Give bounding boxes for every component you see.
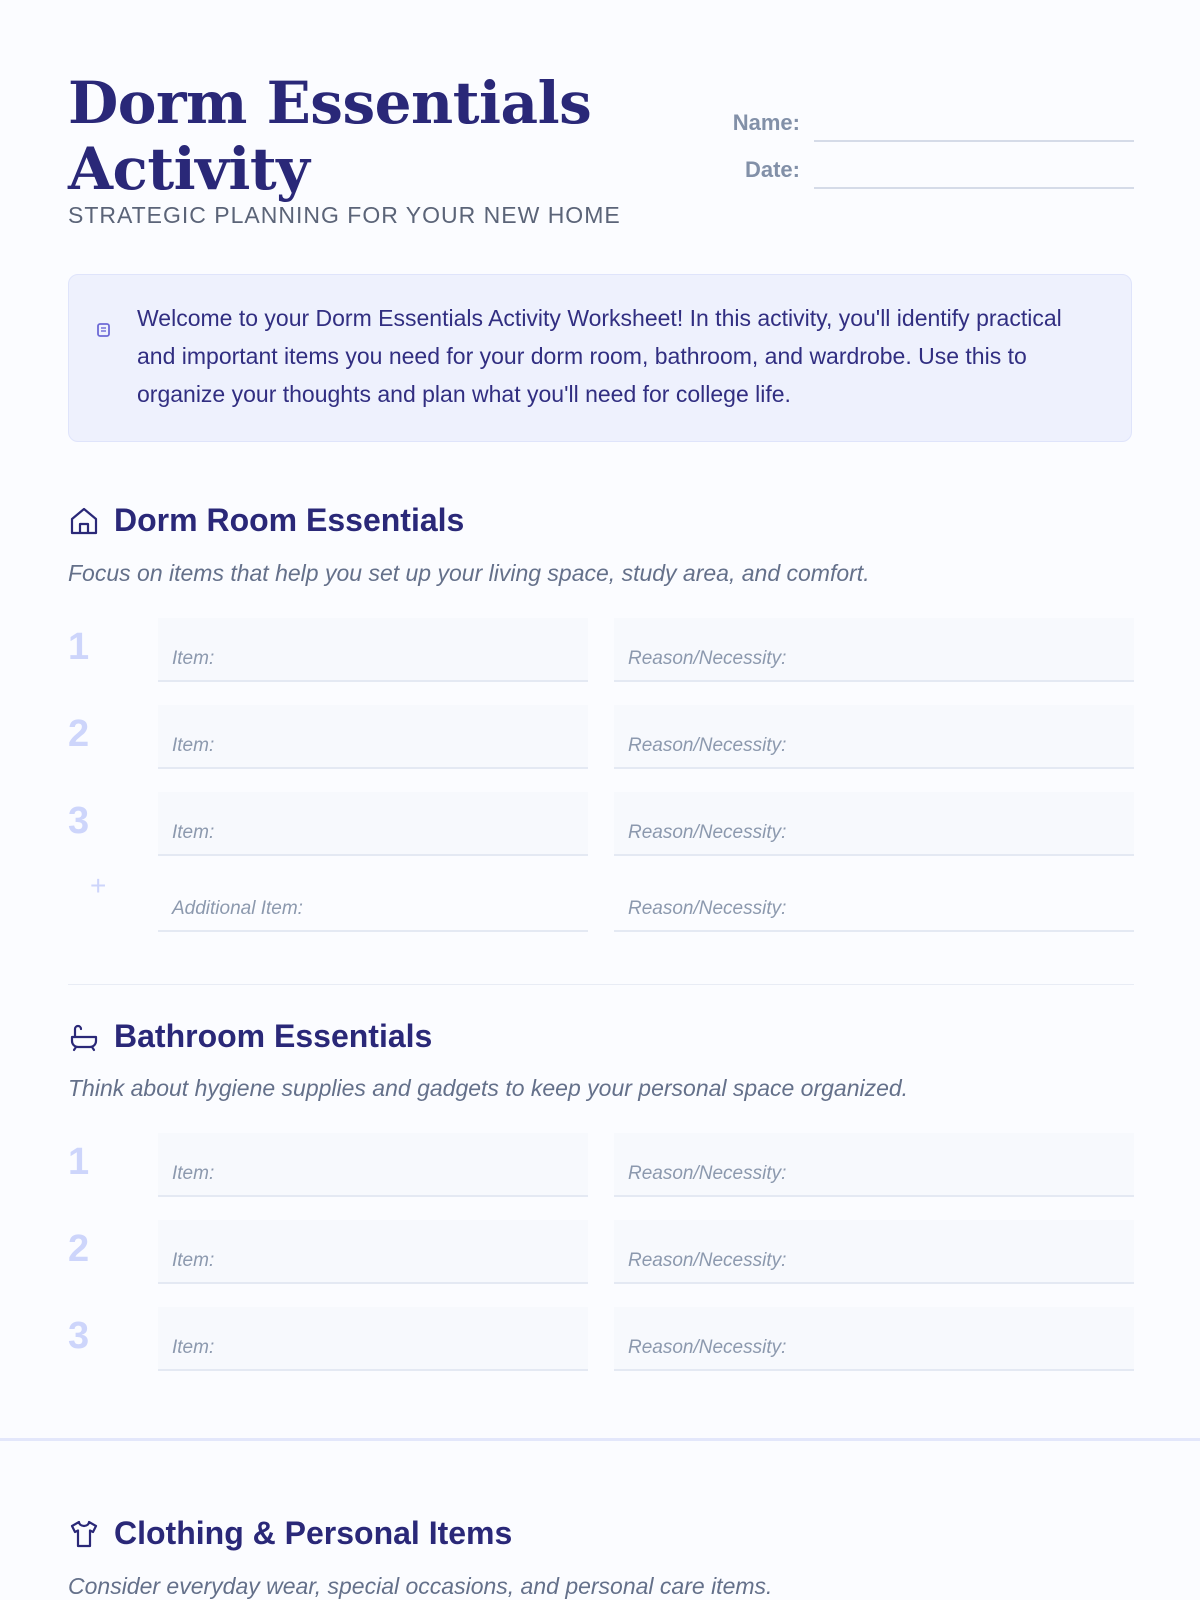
bath-reason-field-1[interactable]: Reason/Necessity:	[614, 1133, 1134, 1197]
bath-row-2	[68, 1220, 1134, 1286]
bath-row-1	[68, 1133, 1134, 1199]
row-number: 2	[68, 713, 90, 755]
section-divider	[68, 984, 1134, 985]
plus-icon: +	[90, 870, 107, 901]
dorm-row-2	[68, 705, 1134, 771]
dorm-item-field-1[interactable]: Item:	[158, 618, 588, 682]
dorm-section-description: Focus on items that help you set up your living space, study area, and comfort.	[68, 560, 870, 586]
bath-item-field-1[interactable]: Item:	[158, 1133, 588, 1197]
scroll-icon	[95, 321, 113, 339]
row-number: 1	[68, 1141, 90, 1183]
intro-text: Welcome to your Dorm Essentials Activity Worksheet! In this activity, you'll identify practical and important items you need for your dorm room, bathroom, and wardrobe. Use this to organize your thoughts and plan what you'll need for college life.	[137, 305, 1062, 407]
bath-reason-field-3[interactable]: Reason/Necessity:	[614, 1307, 1134, 1371]
intro-box	[68, 274, 1132, 442]
clothing-section-header	[68, 1515, 512, 1552]
clothing-section-description: Consider everyday wear, special occasions, and personal care items.	[68, 1573, 773, 1599]
name-field-row	[690, 110, 1134, 140]
dorm-row-additional	[68, 868, 1134, 934]
dorm-reason-field-1[interactable]: Reason/Necessity:	[614, 618, 1134, 682]
name-line[interactable]	[814, 140, 1134, 142]
bath-item-field-3[interactable]: Item:	[158, 1307, 588, 1371]
dorm-reason-field-2[interactable]: Reason/Necessity:	[614, 705, 1134, 769]
row-number: 3	[68, 1315, 90, 1357]
dorm-item-field-2[interactable]: Item:	[158, 705, 588, 769]
date-label: Date:	[744, 157, 800, 182]
bath-reason-field-2[interactable]: Reason/Necessity:	[614, 1220, 1134, 1284]
page-subtitle: STRATEGIC PLANNING FOR YOUR NEW HOME	[68, 202, 621, 228]
page-break-divider	[0, 1438, 1200, 1441]
row-number: 3	[68, 800, 90, 842]
dorm-additional-reason-field[interactable]: Reason/Necessity:	[614, 868, 1134, 932]
page-title: Dorm Essentials Activity	[68, 69, 592, 203]
row-number: 1	[68, 626, 90, 668]
bathtub-icon	[68, 1021, 100, 1053]
bath-section-header	[68, 1018, 432, 1055]
dorm-section-header	[68, 502, 464, 539]
date-field-row	[690, 157, 1134, 187]
dorm-row-3	[68, 792, 1134, 858]
bath-item-field-2[interactable]: Item:	[158, 1220, 588, 1284]
name-label: Name:	[732, 110, 800, 135]
row-number: 2	[68, 1228, 90, 1270]
dorm-additional-item-field[interactable]: Additional Item:	[158, 868, 588, 932]
date-line[interactable]	[814, 187, 1134, 189]
bath-section-title: Bathroom Essentials	[114, 1018, 433, 1054]
shirt-icon	[68, 1518, 100, 1550]
house-icon	[68, 505, 100, 537]
dorm-reason-field-3[interactable]: Reason/Necessity:	[614, 792, 1134, 856]
dorm-section-title: Dorm Room Essentials	[114, 502, 465, 538]
clothing-section-title: Clothing & Personal Items	[114, 1515, 513, 1551]
dorm-row-1	[68, 618, 1134, 684]
bath-row-3	[68, 1307, 1134, 1373]
dorm-item-field-3[interactable]: Item:	[158, 792, 588, 856]
bath-section-description: Think about hygiene supplies and gadgets to keep your personal space organized.	[68, 1075, 909, 1101]
